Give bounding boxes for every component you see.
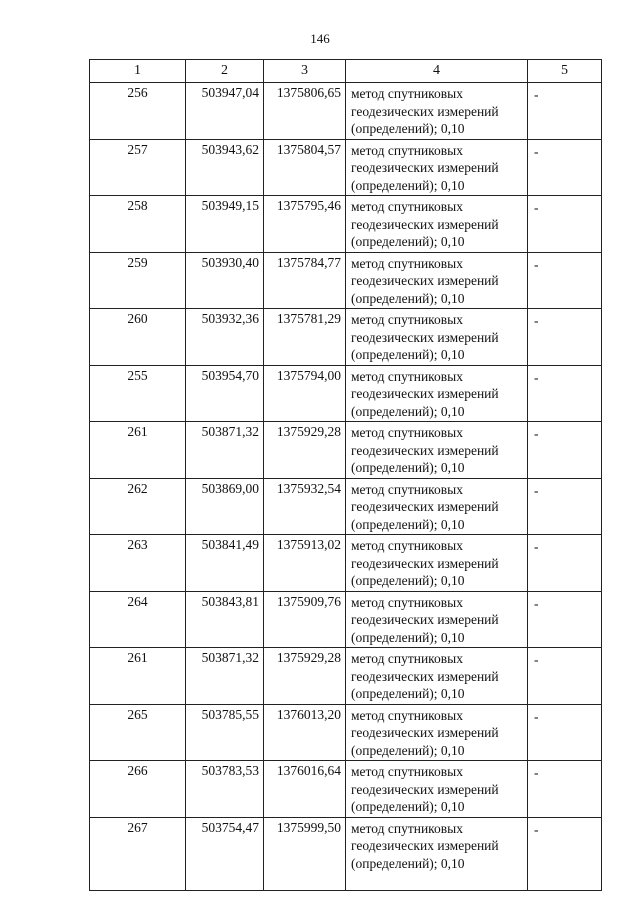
x-coordinate-cell: 503943,62 xyxy=(186,139,264,196)
method-line: метод спутниковых xyxy=(351,820,463,836)
method-line: (определений); 0,10 xyxy=(351,855,465,871)
point-number-cell: 262 xyxy=(90,478,186,535)
method-cell xyxy=(346,422,528,479)
table-row xyxy=(90,761,602,818)
method-line: метод спутниковых xyxy=(351,764,463,779)
point-number-cell: 258 xyxy=(90,196,186,253)
table-body xyxy=(90,83,602,891)
table-row xyxy=(90,648,602,705)
x-coordinate-cell: 503783,53 xyxy=(186,761,264,818)
method-line: геодезических измерений xyxy=(351,103,499,119)
method-line: (определений); 0,10 xyxy=(351,742,465,758)
y-coordinate-cell: 1376016,64 xyxy=(264,761,346,818)
table-row xyxy=(90,365,602,422)
point-number-cell: 255 xyxy=(90,365,186,422)
x-coordinate-cell: 503954,70 xyxy=(186,365,264,422)
point-number-cell: 267 xyxy=(90,817,186,890)
description-cell: - xyxy=(528,83,602,140)
coordinates-table xyxy=(89,59,602,891)
x-coordinate-cell: 503754,47 xyxy=(186,817,264,890)
x-coordinate-cell: 503947,04 xyxy=(186,83,264,140)
page-number: 146 xyxy=(310,31,330,46)
description-cell: - xyxy=(528,535,602,592)
method-line: метод спутниковых xyxy=(351,199,463,214)
x-coordinate-cell: 503932,36 xyxy=(186,309,264,366)
method-line: геодезических измерений xyxy=(351,555,499,571)
point-number-cell: 257 xyxy=(90,139,186,196)
column-header: 4 xyxy=(346,60,528,83)
column-header: 2 xyxy=(186,60,264,83)
method-line: (определений); 0,10 xyxy=(351,460,465,475)
x-coordinate-cell: 503785,55 xyxy=(186,704,264,761)
method-line: геодезических измерений xyxy=(351,329,499,345)
table-row xyxy=(90,139,602,196)
method-line: метод спутниковых xyxy=(351,538,463,553)
x-coordinate-cell: 503871,32 xyxy=(186,422,264,479)
description-cell: - xyxy=(528,648,602,705)
method-line: метод спутниковых xyxy=(351,594,463,610)
table-row xyxy=(90,591,602,648)
method-line: метод спутниковых xyxy=(351,312,463,327)
table-row xyxy=(90,309,602,366)
y-coordinate-cell: 1375795,46 xyxy=(264,196,346,253)
column-header: 5 xyxy=(528,60,602,83)
y-coordinate-cell: 1375929,28 xyxy=(264,422,346,479)
method-cell xyxy=(346,704,528,761)
table-row xyxy=(90,535,602,592)
method-line: геодезических измерений xyxy=(351,668,499,684)
point-number-cell: 259 xyxy=(90,252,186,309)
description-cell: - xyxy=(528,478,602,535)
description-cell: - xyxy=(528,365,602,422)
method-cell xyxy=(346,252,528,309)
x-coordinate-cell: 503871,32 xyxy=(186,648,264,705)
method-line: метод спутниковых xyxy=(351,651,463,666)
description-cell: - xyxy=(528,139,602,196)
table-row xyxy=(90,704,602,761)
point-number-cell: 263 xyxy=(90,535,186,592)
method-cell xyxy=(346,761,528,818)
description-cell: - xyxy=(528,196,602,253)
table-row xyxy=(90,422,602,479)
method-cell xyxy=(346,196,528,253)
y-coordinate-cell: 1375806,65 xyxy=(264,83,346,140)
method-line: геодезических измерений xyxy=(351,386,499,401)
method-cell xyxy=(346,535,528,592)
y-coordinate-cell: 1375804,57 xyxy=(264,139,346,196)
method-line: (определений); 0,10 xyxy=(351,516,465,532)
point-number-cell: 266 xyxy=(90,761,186,818)
description-cell: - xyxy=(528,704,602,761)
y-coordinate-cell: 1375929,28 xyxy=(264,648,346,705)
method-line: геодезических измерений xyxy=(351,838,499,853)
method-line: (определений); 0,10 xyxy=(351,403,465,419)
y-coordinate-cell: 1375781,29 xyxy=(264,309,346,366)
method-cell xyxy=(346,817,528,890)
table-header-row xyxy=(90,60,602,83)
table-row xyxy=(90,83,602,140)
method-line: геодезических измерений xyxy=(351,612,499,627)
description-cell: - xyxy=(528,309,602,366)
method-line: метод спутниковых xyxy=(351,142,463,158)
point-number-cell: 261 xyxy=(90,422,186,479)
table-row xyxy=(90,196,602,253)
description-cell: - xyxy=(528,817,602,890)
y-coordinate-cell: 1375784,77 xyxy=(264,252,346,309)
method-line: метод спутниковых xyxy=(351,707,463,723)
x-coordinate-cell: 503949,15 xyxy=(186,196,264,253)
method-line: геодезических измерений xyxy=(351,216,499,232)
method-cell xyxy=(346,591,528,648)
description-cell: - xyxy=(528,252,602,309)
method-line: геодезических измерений xyxy=(351,781,499,797)
method-line: (определений); 0,10 xyxy=(351,177,465,193)
description-cell: - xyxy=(528,761,602,818)
column-header: 1 xyxy=(90,60,186,83)
point-number-cell: 256 xyxy=(90,83,186,140)
method-line: геодезических измерений xyxy=(351,499,499,514)
method-line: (определений); 0,10 xyxy=(351,121,465,136)
method-cell xyxy=(346,648,528,705)
y-coordinate-cell: 1375932,54 xyxy=(264,478,346,535)
point-number-cell: 261 xyxy=(90,648,186,705)
method-cell xyxy=(346,139,528,196)
x-coordinate-cell: 503843,81 xyxy=(186,591,264,648)
method-line: (определений); 0,10 xyxy=(351,234,465,249)
table-row xyxy=(90,252,602,309)
method-line: (определений); 0,10 xyxy=(351,686,465,701)
method-line: (определений); 0,10 xyxy=(351,573,465,588)
method-line: (определений); 0,10 xyxy=(351,799,465,814)
description-cell: - xyxy=(528,422,602,479)
x-coordinate-cell: 503869,00 xyxy=(186,478,264,535)
x-coordinate-cell: 503841,49 xyxy=(186,535,264,592)
y-coordinate-cell: 1376013,20 xyxy=(264,704,346,761)
x-coordinate-cell: 503930,40 xyxy=(186,252,264,309)
y-coordinate-cell: 1375999,50 xyxy=(264,817,346,890)
method-line: геодезических измерений xyxy=(351,160,499,175)
method-line: геодезических измерений xyxy=(351,273,499,288)
method-line: геодезических измерений xyxy=(351,442,499,458)
method-line: метод спутниковых xyxy=(351,481,463,497)
method-line: (определений); 0,10 xyxy=(351,347,465,362)
y-coordinate-cell: 1375794,00 xyxy=(264,365,346,422)
point-number-cell: 265 xyxy=(90,704,186,761)
method-cell xyxy=(346,83,528,140)
method-cell xyxy=(346,309,528,366)
y-coordinate-cell: 1375909,76 xyxy=(264,591,346,648)
method-line: геодезических измерений xyxy=(351,725,499,740)
column-header: 3 xyxy=(264,60,346,83)
method-line: метод спутниковых xyxy=(351,368,463,384)
point-number-cell: 264 xyxy=(90,591,186,648)
method-line: метод спутниковых xyxy=(351,255,463,271)
method-cell xyxy=(346,478,528,535)
method-line: (определений); 0,10 xyxy=(351,290,465,306)
description-cell: - xyxy=(528,591,602,648)
method-line: метод спутниковых xyxy=(351,425,463,440)
method-line: метод спутниковых xyxy=(351,86,463,101)
table-row xyxy=(90,478,602,535)
y-coordinate-cell: 1375913,02 xyxy=(264,535,346,592)
point-number-cell: 260 xyxy=(90,309,186,366)
table-row xyxy=(90,817,602,890)
method-line: (определений); 0,10 xyxy=(351,629,465,645)
method-cell xyxy=(346,365,528,422)
